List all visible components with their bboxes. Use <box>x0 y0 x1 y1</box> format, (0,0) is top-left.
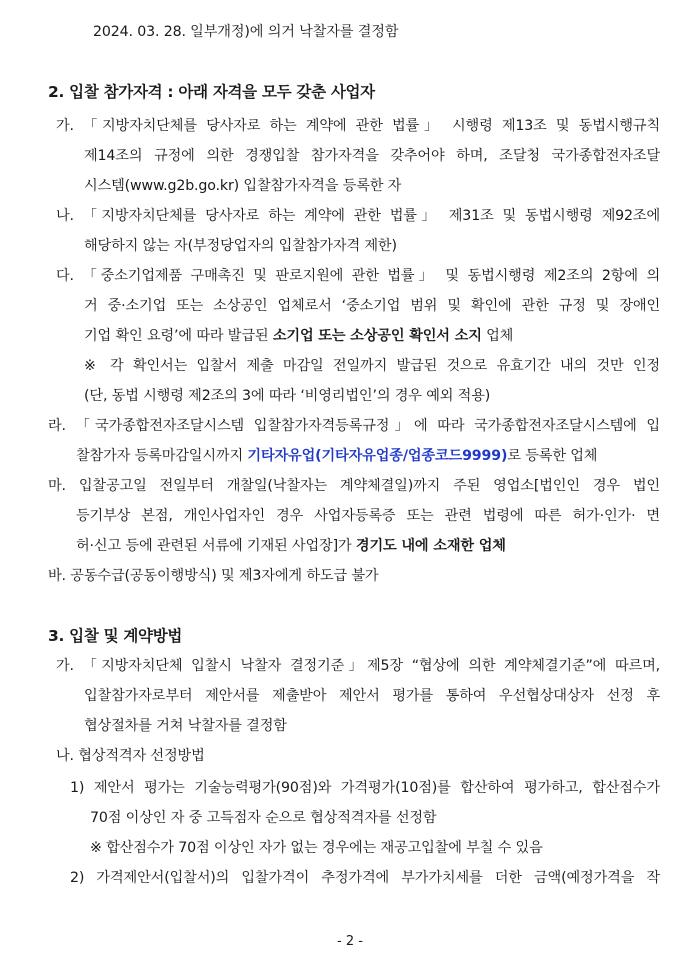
s2-ba-line1: 바. 공동수급(공동이행방식) 및 제3자에게 하도급 불가 <box>48 568 379 584</box>
s2-da-line3 <box>84 326 513 346</box>
s3-na-item1-line2: 70점 이상인 자 중 고득점자 순으로 협상적격자를 선정함 <box>90 810 437 826</box>
s2-ra-line2-pre: 찰참가자 등록마감일시까지 <box>76 448 248 464</box>
s2-ma-line3-bold: 경기도 내에 소재한 업체 <box>355 538 506 554</box>
s3-na-item2-line1: 2) 가격제안서(입찰서)의 입찰가격이 추정가격에 부가가치세를 더한 금액(예정가격을 작 <box>70 870 660 886</box>
s2-ra-line1: 라. 「국가종합전자조달시스템 입찰참가자격등록규정」에 따라 국가종합전자조달시스템에 입 <box>48 418 660 434</box>
s3-ga-line3: 협상절차를 거쳐 낙찰자를 결정함 <box>84 718 287 734</box>
section2-heading: 2. 입찰 참가자격 : 아래 자격을 모두 갖춘 사업자 <box>48 83 375 101</box>
s2-ma-line2: 등기부상 본점, 개인사업자인 경우 사업자등록증 또는 관련 법령에 따른 허가·인가· 면 <box>76 508 660 524</box>
section3-heading: 3. 입찰 및 계약방법 <box>48 627 183 645</box>
s2-ga-line2: 제14조의 규정에 의한 경쟁입찰 참가자격을 갖추어야 하며, 조달청 국가종합전자조달 <box>84 148 660 164</box>
s3-ga-line2: 입찰참가자로부터 제안서를 제출받아 제안서 평가를 통하여 우선협상대상자 선정 후 <box>84 688 660 704</box>
s2-ma-line3-pre: 허·신고 등에 관련된 서류에 기재된 사업장]가 <box>76 538 356 554</box>
s2-ra-line2-blue: 기타자유업(기타자유업종/업종코드9999) <box>247 448 508 464</box>
s2-na-line1: 나. 「지방자치단체를 당사자로 하는 계약에 관한 법률」 제31조 및 동법시행령 제92조에 <box>56 208 660 224</box>
s3-na-item1-line1: 1) 제안서 평가는 기술능력평가(90점)와 가격평가(10점)를 합산하여 평가하고, 합산점수가 <box>70 780 660 796</box>
s2-da-line3-post: 업체 <box>481 328 514 344</box>
s2-da-line2: 거 중·소기업 또는 소상공인 업체로서 ‘중소기업 범위 및 확인에 관한 규정 및 장애인 <box>84 298 660 314</box>
s2-da-line3-bold: 소기업 또는 소상공인 확인서 소지 <box>272 328 482 344</box>
s3-na-item1-note: ※ 합산점수가 70점 이상인 자가 없는 경우에는 재공고입찰에 부칠 수 있음 <box>90 840 543 856</box>
intro-line: 2024. 03. 28. 일부개정)에 의거 낙찰자를 결정함 <box>93 24 399 40</box>
s2-ma-line3 <box>76 536 506 556</box>
s3-na-line1: 나. 협상적격자 선정방법 <box>56 748 205 764</box>
page-number: - 2 - <box>337 934 363 949</box>
s2-ga-line3: 시스템(www.g2b.go.kr) 입찰참가자격을 등록한 자 <box>84 178 402 194</box>
s2-da-note1: ※ 각 확인서는 입찰서 제출 마감일 전일까지 발급된 것으로 유효기간 내의 것만 인정 <box>84 358 660 374</box>
s2-da-note2: (단, 동법 시행령 제2조의 3에 따라 ‘비영리법인’의 경우 예외 적용) <box>84 388 491 404</box>
s2-da-line1: 다. 「중소기업제품 구매촉진 및 판로지원에 관한 법률」 및 동법시행령 제2조의 2항에 의 <box>56 268 660 284</box>
s2-ra-line2 <box>76 446 597 466</box>
s2-da-line3-pre: 기업 확인 요령’에 따라 발급된 <box>84 328 273 344</box>
s2-na-line2: 해당하지 않는 자(부정당업자의 입찰참가자격 제한) <box>84 238 397 254</box>
s2-ga-line1: 가. 「지방자치단체를 당사자로 하는 계약에 관한 법률」 시행령 제13조 및 동법시행규칙 <box>56 118 660 134</box>
s3-ga-line1: 가. 「지방자치단체 입찰시 낙찰자 결정기준」제5장 “협상에 의한 계약체결기준”에 따르며, <box>56 658 660 674</box>
s2-ma-line1: 마. 입찰공고일 전일부터 개찰일(낙찰자는 계약체결일)까지 주된 영업소[법인인 경우 법인 <box>48 478 660 494</box>
s2-ra-line2-post: 로 등록한 업체 <box>507 448 598 464</box>
